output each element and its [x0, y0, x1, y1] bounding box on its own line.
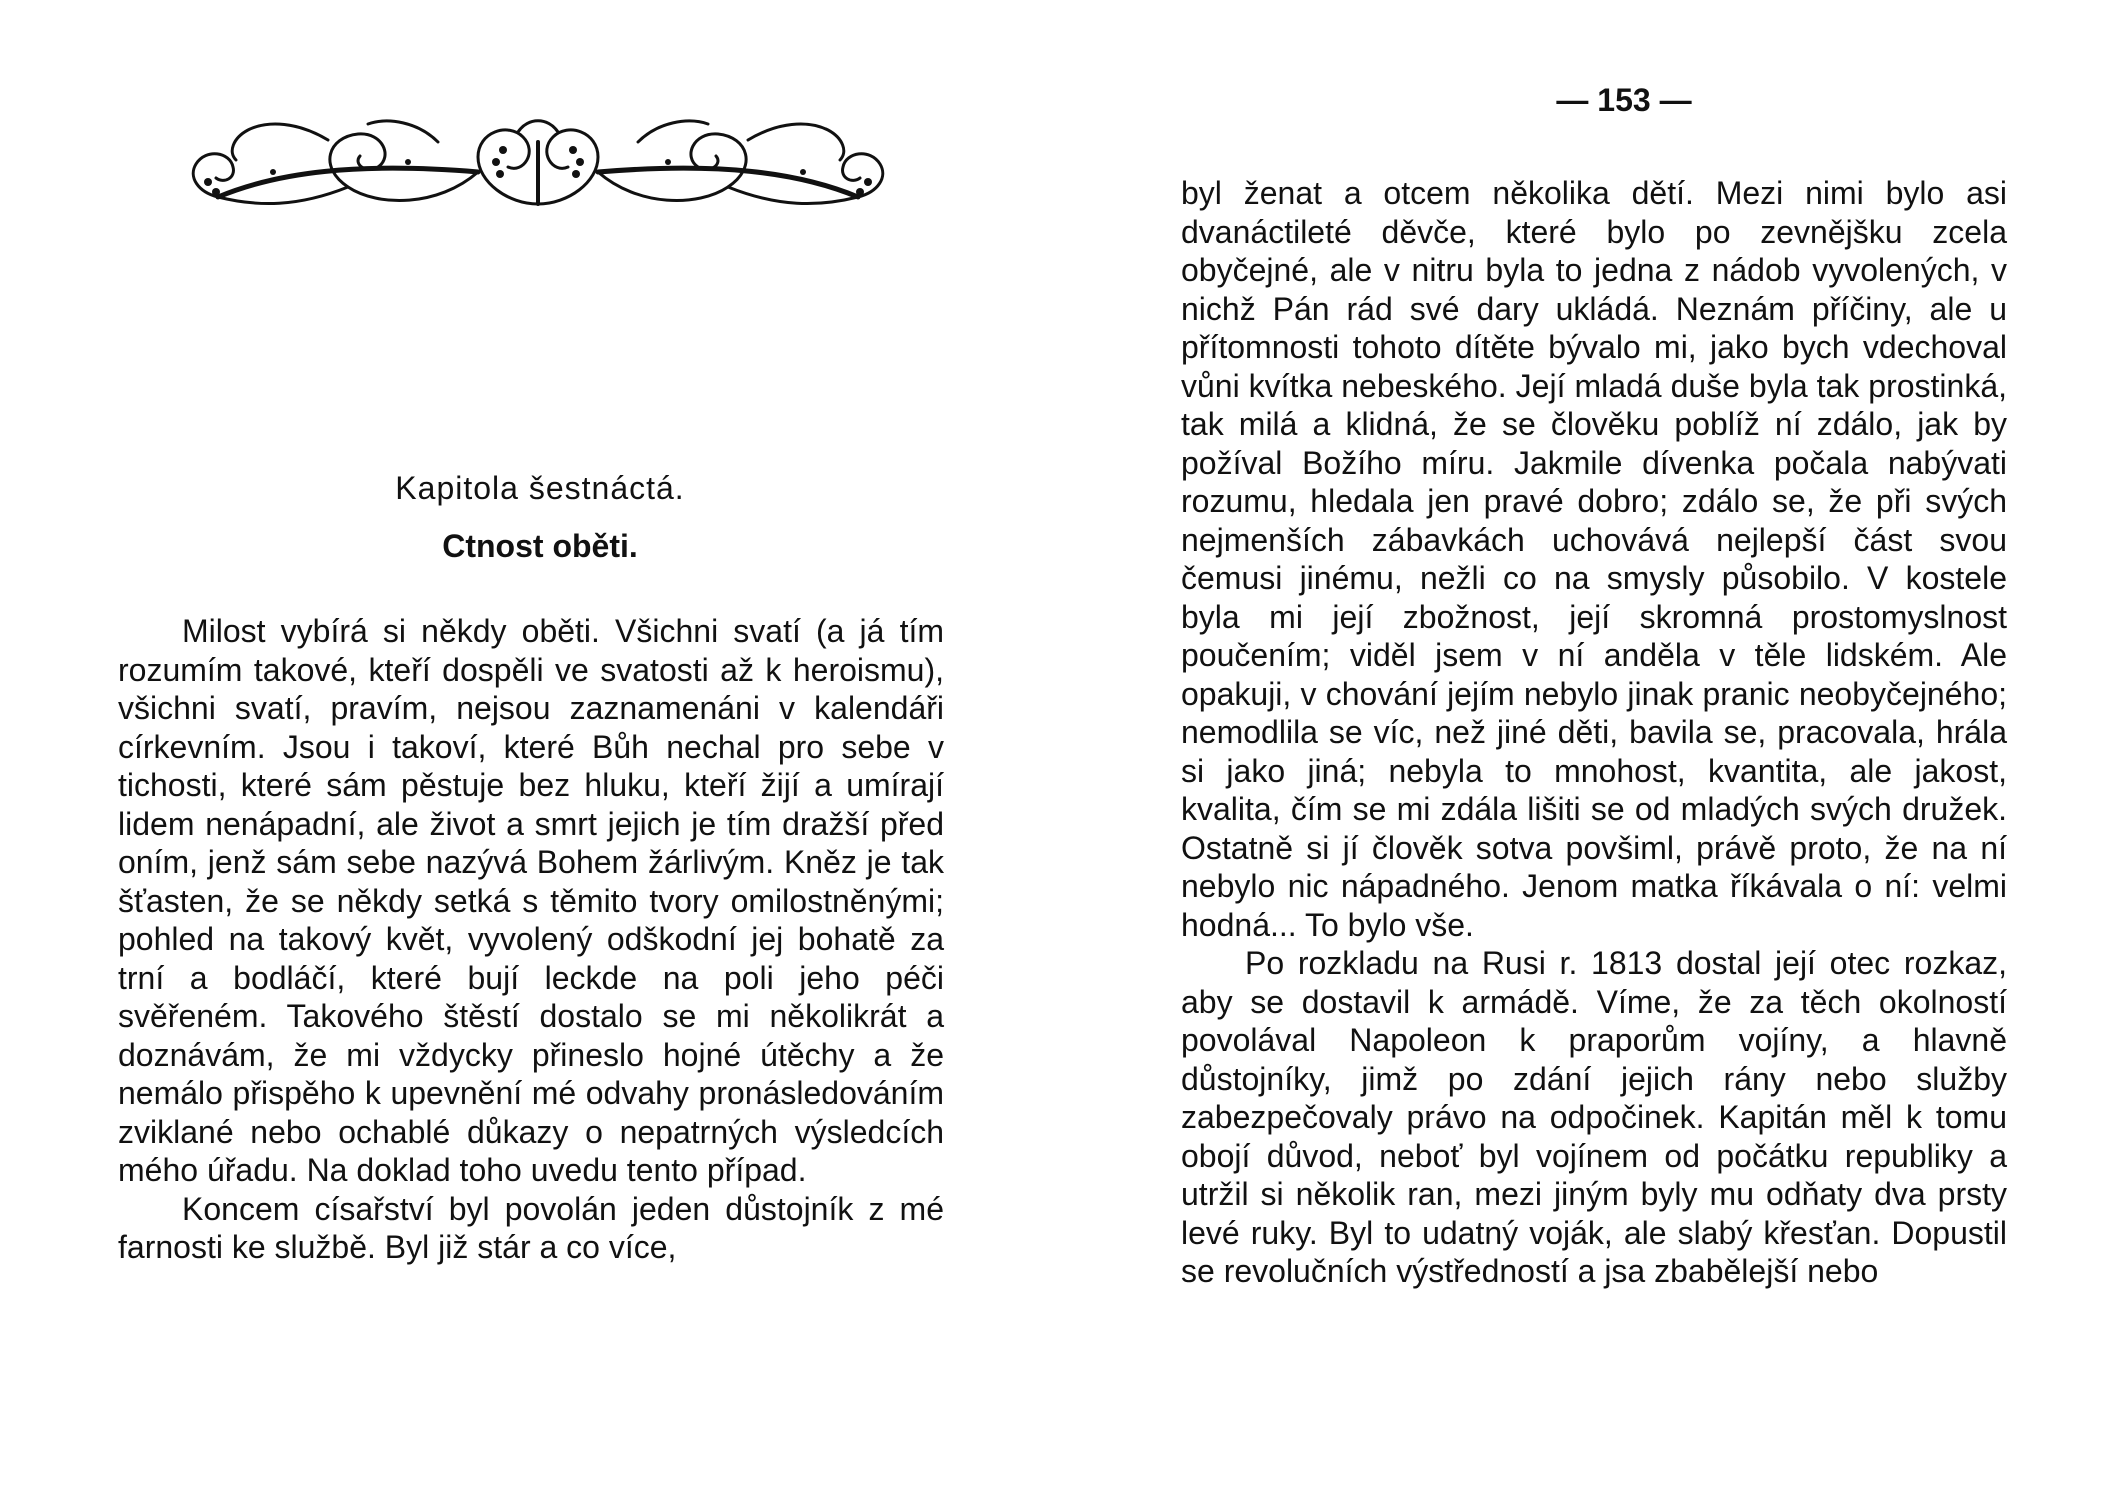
floral-ornament-icon	[178, 112, 898, 216]
page-number: — 153 —	[1556, 82, 1692, 118]
left-page-text	[118, 612, 944, 1267]
paragraph: Koncem císařství byl povolán jeden důstojník z mé farnosti ke službě. Byl již stár a co více,	[118, 1190, 944, 1265]
paragraph: Milost vybírá si někdy oběti. Všichni svatí (a já tím rozumím takové, kteří dospěli ve svatosti až k heroismu), všichni svatí, pravím, nejsou zaznamenáni v kalendáři církevním. Jsou i takoví, které Bůh nechal pro sebe v tichosti, které sám pěstuje bez hluku, kteří žijí a umírají lidem nenápadní, ale život a smrt jejich je tím dražší před oním, jenž sám sebe nazývá Bohem žárlivým. Kněz je tak šťasten, že se někdy setká s těmito tvory omilostněnými; pohled na takový květ, vyvolený odškodní jej bohatě za trní a bodláčí, které bují leckde na poli jeho péči svěřeném. Takového štěstí dostalo se mi několikrát a doznávám, že mi vždycky přineslo hojné útěchy a že nemálo přispěho k upevnění mé odvahy pronásledováním zviklané nebo ochablé důkazy o nepatrných výsledcích mého úřadu. Na doklad toho uvedu tento případ.	[118, 613, 944, 1188]
paragraph: byl ženat a otcem několika dětí. Mezi nimi bylo asi dvanáctileté děvče, které bylo po zevnějšku zcela obyčejné, ale v nitru byla to jedna z nádob vyvolených, v nichž Pán rád své dary ukládá. Neznám příčiny, ale u přítomnosti tohoto dítěte bývalo mi, jako bych vdechoval vůni kvítka nebeského. Její mladá duše byla tak prostinká, tak milá a klidná, že se člověku poblíž ní zdálo, jak by požíval Božího míru. Jakmile dívenka počala nabývati rozumu, hledala jen pravé dobro; zdálo se, že při svých nejmenších zábavkách uchovává nejlepší část svou čemusi jinému, nežli co na smysly působilo. V kostele byla mi její zbožnost, její skromná prostomyslnost poučením; viděl jsem v ní anděla v těle lidském. Ale opakuji, v chování jejím nebylo jinak pranic neobyčejného; nemodlila se víc, než jiné děti, bavila se, pracovala, hrála si jako jiná; nebyla to mnohost, kvantita, ale jakost, kvalita, čím se mi zdála lišiti se od mladých svých družek. Ostatně si jí člověk sotva povšiml, právě proto, že na ní nebylo nic nápadného. Jenom matka říkávala o ní: velmi hodná... To bylo vše.	[1181, 175, 2007, 943]
chapter-label: Kapitola šestnáctá.	[395, 470, 685, 506]
paragraph: Po rozkladu na Rusi r. 1813 dostal její otec rozkaz, aby se dostavil k armádě. Víme, že za těch okolností povolával Napoleon k praporům vojíny, a hlavně důstojníky, jimž po zdání jejich rány nebo služby zabezpečovaly právo na odpočinek. Kapitán měl k tomu obojí důvod, neboť byl vojínem od počátku republiky a utržil si několik ran, mezi jiným byly mu odňaty dva prsty levé ruky. Byl to udatný voják, ale slabý křesťan. Dopustil se revolučních výstředností a jsa zbabělejší nebo	[1181, 945, 2007, 1289]
right-page-text	[1181, 174, 2007, 1291]
chapter-title: Ctnost oběti.	[442, 528, 638, 564]
right-page	[1054, 0, 2108, 1500]
